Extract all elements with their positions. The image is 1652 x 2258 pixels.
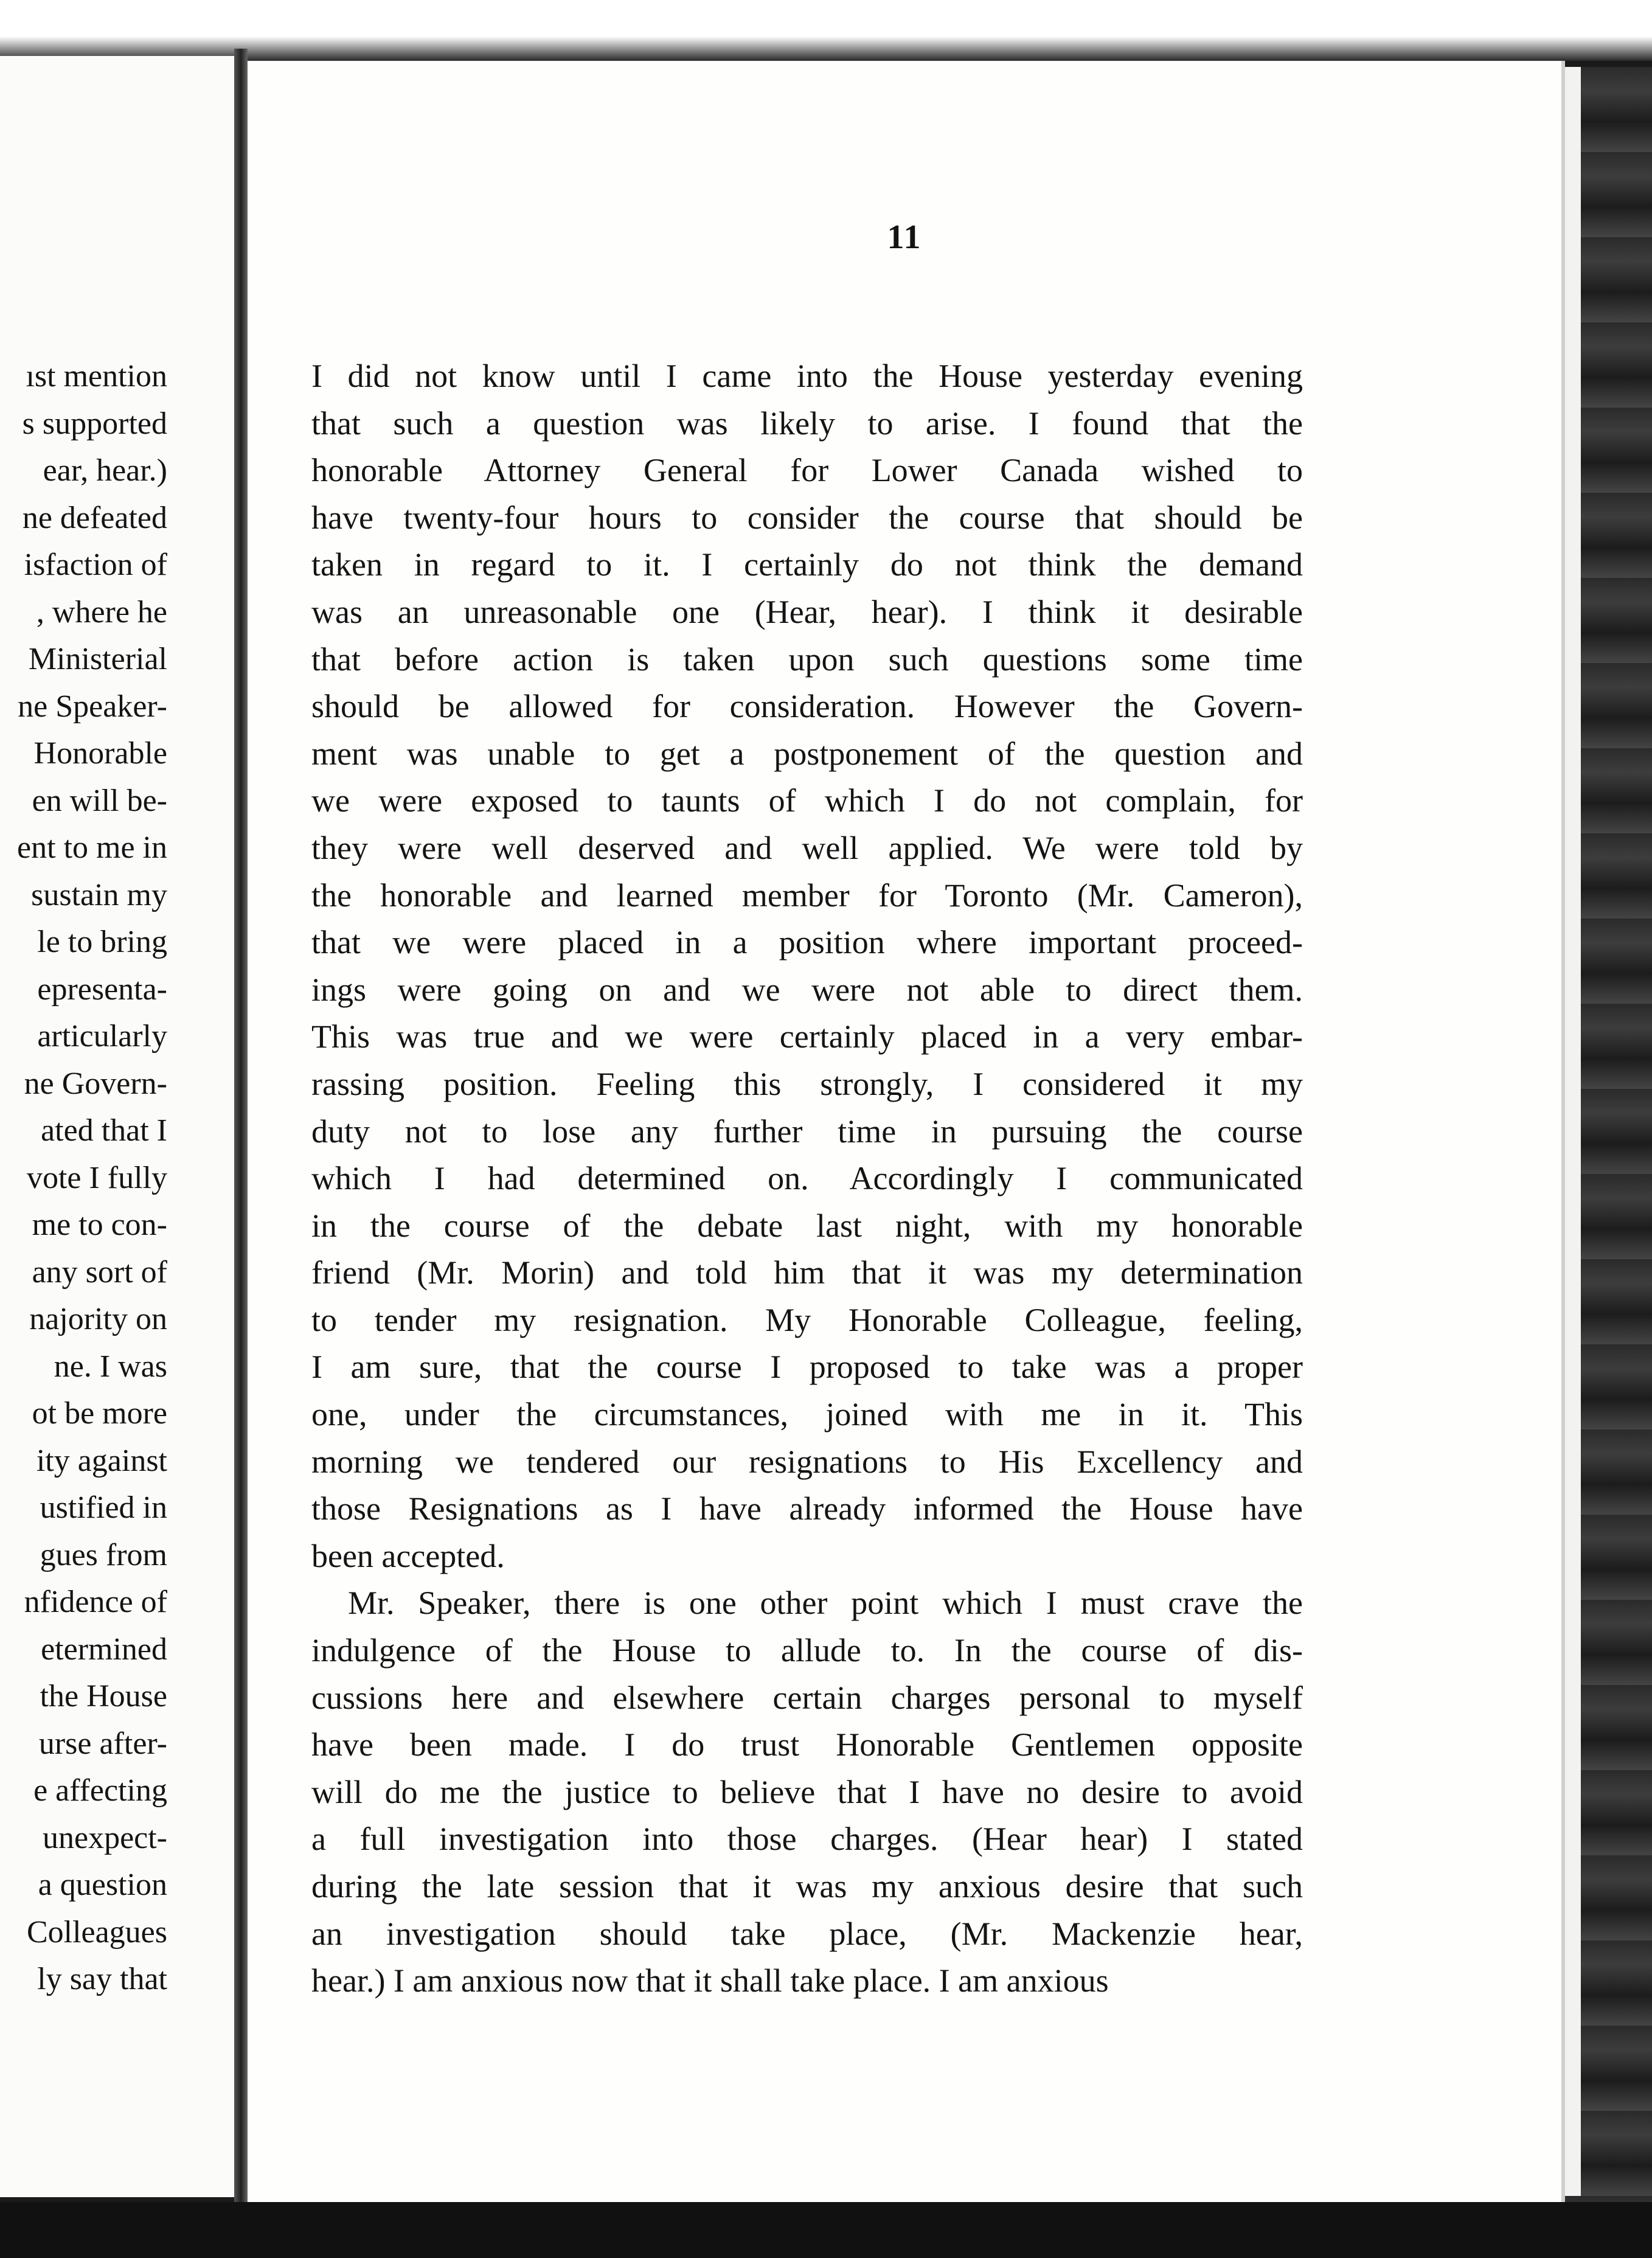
text-line: ment was unable to get a postponement of the question and <box>311 735 1303 772</box>
text-line: one, under the circumstances, joined with me in it. This <box>311 1396 1303 1433</box>
left-page-line: ent to me in <box>17 830 167 865</box>
text-line: Mr. Speaker, there is one other point which I must crave the <box>348 1585 1303 1622</box>
right-page-edge <box>1565 67 1652 2257</box>
book-gutter <box>234 49 248 2214</box>
left-page-line: a question <box>38 1867 167 1902</box>
text-line: those Resignations as I have already informed the House have <box>311 1490 1303 1527</box>
left-page-line: ustified in <box>40 1490 167 1525</box>
left-page-line: nfidence of <box>24 1585 167 1619</box>
left-page-line: me to con- <box>32 1207 167 1242</box>
text-line: cussions here and elsewhere certain charges personal to myself <box>311 1679 1303 1716</box>
text-line: honorable Attorney General for Lower Canada wished to <box>311 452 1303 489</box>
text-line: an investigation should take place, (Mr. Mackenzie hear, <box>311 1915 1303 1952</box>
left-page-line: unexpect- <box>42 1820 167 1855</box>
right-page-text <box>311 353 1303 2005</box>
left-page-text <box>0 353 167 2003</box>
left-page-line: ot be more <box>32 1396 167 1431</box>
text-line: should be allowed for consideration. However the Govern- <box>311 688 1303 725</box>
page-number: 11 <box>887 218 922 256</box>
left-page-line: etermined <box>41 1631 167 1667</box>
left-page-line: vote I fully <box>26 1160 167 1195</box>
text-line: I did not know until I came into the House yesterday evening <box>311 358 1303 394</box>
text-line: in the course of the debate last night, with my honorable <box>311 1207 1303 1244</box>
left-page-line: Honorable <box>33 736 167 771</box>
text-line: friend (Mr. Morin) and told him that it was my determination <box>311 1254 1303 1291</box>
left-page-line: ıst mention <box>26 359 167 394</box>
scanner-top-edge <box>0 0 1652 61</box>
text-line: taken in regard to it. I certainly do not think the demand <box>311 546 1303 583</box>
left-page-line: ne defeated <box>22 500 167 535</box>
left-page-line: isfaction of <box>24 547 167 582</box>
text-line: during the late session that it was my anxious desire that such <box>311 1868 1303 1905</box>
text-line: the honorable and learned member for Toronto (Mr. Cameron), <box>311 877 1303 914</box>
text-line: that before action is taken upon such questions some time <box>311 641 1303 678</box>
text-line: we were exposed to taunts of which I do not complain, for <box>311 782 1303 819</box>
left-page-line: najority on <box>29 1302 167 1336</box>
left-page-line: ne. I was <box>54 1349 167 1384</box>
left-page-line: Ministerial <box>28 642 167 676</box>
text-line: have twenty-four hours to consider the course that should be <box>311 499 1303 536</box>
text-line: that we were placed in a position where important proceed- <box>311 924 1303 961</box>
text-line: morning we tendered our resignations to His Excellency and <box>311 1443 1303 1480</box>
scanner-bottom-edge <box>0 2202 1652 2258</box>
text-line: ings were going on and we were not able to direct them. <box>311 971 1303 1008</box>
right-page <box>248 61 1565 2202</box>
left-page-line: ear, hear.) <box>43 453 167 488</box>
left-page <box>0 56 239 2197</box>
left-page-line: ne Speaker- <box>18 689 167 724</box>
left-page-line: ity against <box>36 1443 167 1478</box>
text-line: hear.) I am anxious now that it shall take place. I am anxious <box>311 1962 1109 1999</box>
left-page-line: , where he <box>36 594 167 630</box>
left-page-line: en will be- <box>32 783 167 818</box>
text-line: a full investigation into those charges. (Hear hear) I stated <box>311 1821 1303 1858</box>
left-page-line: sustain my <box>31 877 167 912</box>
text-line: rassing position. Feeling this strongly, I considered it my <box>311 1065 1303 1102</box>
left-page-line: gues from <box>40 1537 167 1572</box>
left-page-line: articularly <box>37 1019 167 1054</box>
left-page-line: ne Govern- <box>24 1066 167 1101</box>
text-line: have been made. I do trust Honorable Gentlemen opposite <box>311 1726 1303 1763</box>
left-page-line: e affecting <box>33 1773 167 1808</box>
left-page-line: the House <box>40 1679 167 1714</box>
left-page-line: urse after- <box>38 1726 167 1761</box>
text-line: indulgence of the House to allude to. In the course of dis- <box>311 1632 1303 1669</box>
text-line: I am sure, that the course I proposed to take was a proper <box>311 1349 1303 1386</box>
left-page-line: ly say that <box>37 1962 167 1996</box>
text-line: will do me the justice to believe that I have no desire to avoid <box>311 1773 1303 1810</box>
left-page-line: le to bring <box>37 925 167 959</box>
text-line: which I had determined on. Accordingly I communicated <box>311 1160 1303 1197</box>
left-page-line: any sort of <box>32 1254 167 1290</box>
text-line: been accepted. <box>311 1537 505 1574</box>
text-line: they were well deserved and well applied. We were told by <box>311 829 1303 866</box>
left-page-line: ated that I <box>41 1113 167 1148</box>
text-line: This was true and we were certainly placed in a very embar- <box>311 1018 1303 1055</box>
text-line: was an unreasonable one (Hear, hear). I think it desirable <box>311 593 1303 630</box>
text-line: to tender my resignation. My Honorable Colleague, feeling, <box>311 1301 1303 1338</box>
left-page-line: s supported <box>22 406 167 441</box>
left-page-line: Colleagues <box>26 1914 167 1950</box>
left-page-line: epresenta- <box>37 971 167 1007</box>
text-line: duty not to lose any further time in pursuing the course <box>311 1113 1303 1150</box>
page-edge-strip <box>1565 67 1581 2196</box>
text-line: that such a question was likely to arise. I found that the <box>311 405 1303 442</box>
